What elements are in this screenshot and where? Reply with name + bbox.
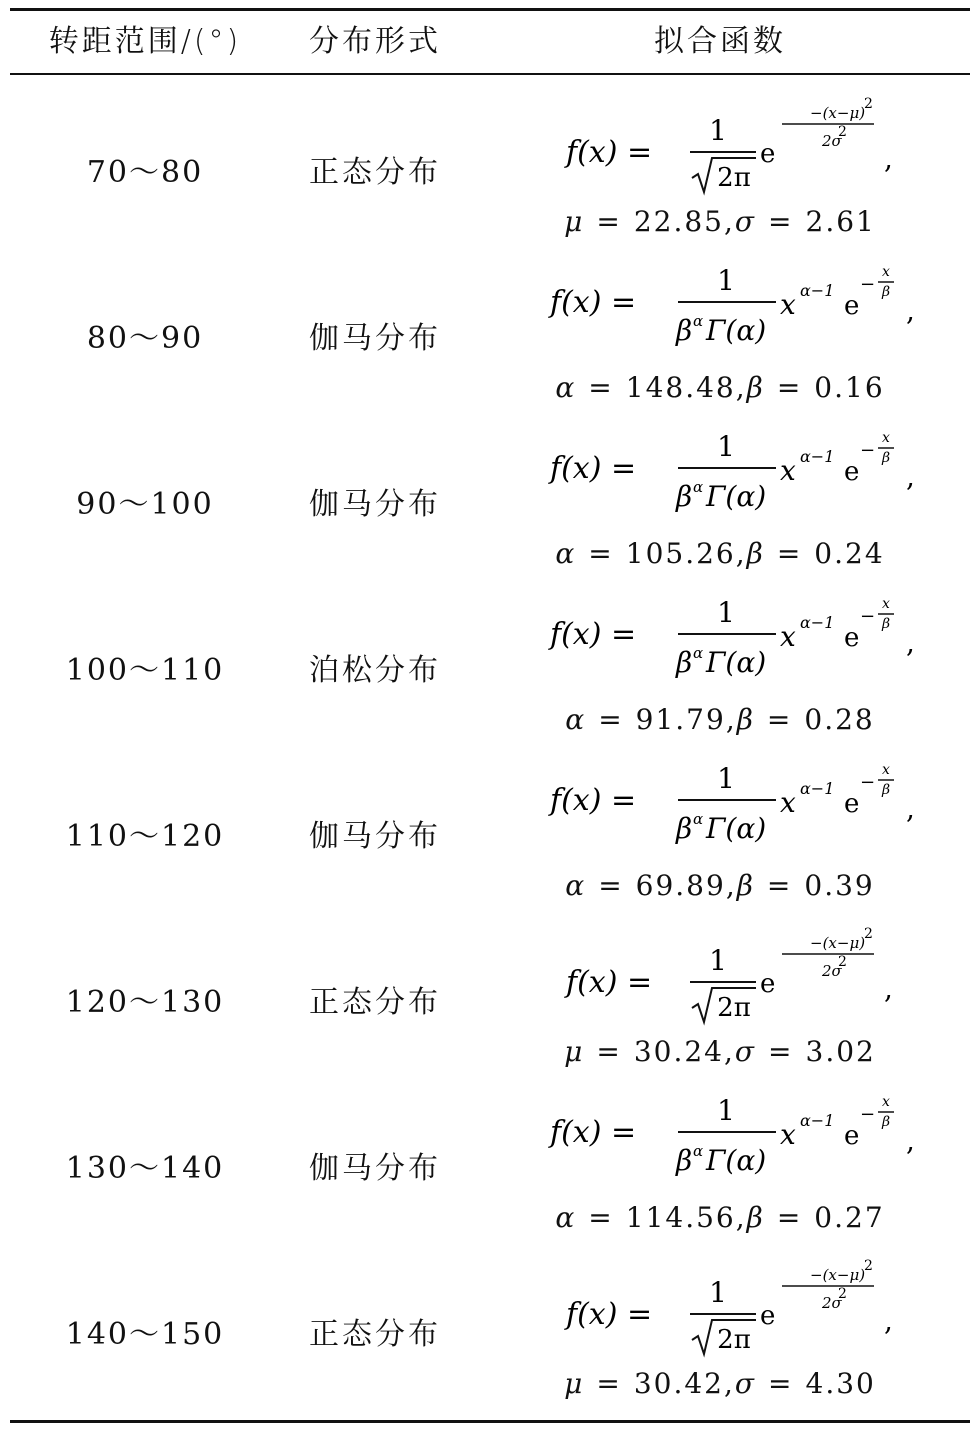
exponent-denominator: 2σ — [822, 1294, 842, 1312]
fit-formula — [470, 92, 970, 202]
range-cell: 90～100 — [76, 487, 214, 522]
exponent-numerator-power: 2 — [864, 1258, 873, 1274]
param2-symbol: β — [746, 1201, 765, 1234]
function-cell — [470, 916, 970, 1082]
param2-symbol: σ — [734, 205, 757, 238]
trailing-comma: , — [906, 460, 915, 493]
trailing-comma: , — [884, 1304, 893, 1337]
gamma-pdf-formula — [470, 590, 970, 700]
fit-parameters: α = 69.89,β = 0.39 — [565, 869, 875, 902]
formula-lhs: f(x) = — [566, 135, 653, 170]
exponent-denominator-power: 2 — [838, 954, 847, 970]
distribution-cell: 伽马分布 — [309, 819, 441, 854]
radicand: 2π — [717, 1325, 751, 1355]
param2-value: 3.02 — [805, 1035, 876, 1068]
function-cell — [470, 1248, 970, 1414]
fraction-numerator: 1 — [717, 430, 735, 463]
header-range: 转距范围/(°) — [48, 24, 242, 59]
exp-base: e — [760, 139, 776, 169]
param1-value: 148.48 — [625, 371, 736, 404]
gamma-pdf-formula — [470, 1088, 970, 1198]
denominator-beta: β — [676, 480, 693, 513]
exponent-numerator: x — [882, 430, 890, 446]
param1-value: 105.26 — [625, 537, 736, 570]
radicand: 2π — [717, 163, 751, 193]
exponent-denominator: β — [881, 782, 891, 798]
table-row — [10, 584, 970, 750]
formula-lhs: f(x) = — [550, 451, 637, 486]
param1-symbol: α — [565, 703, 587, 736]
normal-pdf-formula — [470, 922, 970, 1032]
param1-value: 91.79 — [635, 703, 726, 736]
param1-symbol: α — [565, 869, 587, 902]
fit-parameters: α = 114.56,β = 0.27 — [555, 1201, 885, 1234]
range-cell: 80～90 — [86, 321, 204, 356]
exponent-numerator-power: 2 — [864, 96, 873, 112]
denominator-alpha-superscript: α — [693, 312, 704, 330]
fit-formula — [470, 756, 970, 866]
fit-parameters: μ = 30.24,σ = 3.02 — [564, 1035, 876, 1068]
fraction-numerator: 1 — [717, 596, 735, 629]
denominator-gamma: Γ(α) — [706, 812, 767, 845]
param2-value: 0.27 — [814, 1201, 885, 1234]
x-exponent: α−1 — [800, 1111, 835, 1130]
param2-symbol: β — [736, 703, 755, 736]
distribution-cell: 伽马分布 — [309, 487, 441, 522]
exponent-denominator: β — [881, 616, 891, 632]
table-row — [10, 750, 970, 916]
exponent-denominator: β — [881, 284, 891, 300]
function-cell — [470, 418, 970, 584]
param1-symbol: α — [555, 1201, 577, 1234]
exp-base: e — [760, 969, 776, 999]
fraction-numerator: 1 — [709, 944, 727, 977]
param2-symbol: β — [736, 869, 755, 902]
exponent-denominator-power: 2 — [838, 124, 847, 140]
exponent-numerator-power: 2 — [864, 926, 873, 942]
formula-lhs: f(x) = — [550, 1115, 637, 1150]
function-cell — [470, 584, 970, 750]
fit-parameters: α = 91.79,β = 0.28 — [565, 703, 875, 736]
x-exponent: α−1 — [800, 281, 835, 300]
range-cell: 70～80 — [86, 155, 204, 190]
table-row — [10, 916, 970, 1082]
exponent-minus: − — [860, 606, 876, 627]
fit-formula — [470, 424, 970, 534]
trailing-comma: , — [906, 1124, 915, 1157]
fit-formula — [470, 1088, 970, 1198]
param2-value: 0.39 — [804, 869, 875, 902]
exponent-denominator: 2σ — [822, 132, 842, 150]
fit-formula — [470, 1254, 970, 1364]
exp-base: e — [760, 1301, 776, 1331]
param2-symbol: β — [746, 371, 765, 404]
fraction-numerator: 1 — [717, 1094, 735, 1127]
exponent-numerator: −(x−μ) — [810, 934, 866, 952]
function-cell — [470, 86, 970, 252]
param2-symbol: σ — [734, 1367, 757, 1400]
power-base-x: x — [780, 786, 796, 819]
param2-value: 2.61 — [805, 205, 876, 238]
distribution-cell: 伽马分布 — [309, 321, 441, 356]
denominator-gamma: Γ(α) — [706, 646, 767, 679]
exponent-numerator: −(x−μ) — [810, 1266, 866, 1284]
param2-symbol: β — [746, 537, 765, 570]
table-row — [10, 86, 970, 252]
radicand: 2π — [717, 993, 751, 1023]
exponent-numerator: x — [882, 762, 890, 778]
power-base-x: x — [780, 620, 796, 653]
denominator-gamma: Γ(α) — [706, 314, 767, 347]
range-cell: 120～130 — [65, 985, 225, 1020]
exp-base: e — [844, 1121, 860, 1151]
param2-value: 0.24 — [814, 537, 885, 570]
denominator-beta: β — [676, 1144, 693, 1177]
param2-value: 0.16 — [814, 371, 885, 404]
exp-base: e — [844, 457, 860, 487]
exponent-minus: − — [860, 440, 876, 461]
function-cell — [470, 252, 970, 418]
function-cell — [470, 750, 970, 916]
param1-symbol: μ — [564, 1035, 585, 1068]
fit-parameters: α = 148.48,β = 0.16 — [555, 371, 885, 404]
formula-lhs: f(x) = — [550, 617, 637, 652]
exponent-denominator: 2σ — [822, 962, 842, 980]
exponent-denominator: β — [881, 1114, 891, 1130]
exponent-minus: − — [860, 772, 876, 793]
distribution-cell: 伽马分布 — [309, 1151, 441, 1186]
table-row — [10, 1248, 970, 1414]
param1-symbol: α — [555, 537, 577, 570]
param2-symbol: σ — [734, 1035, 757, 1068]
exponent-numerator: x — [882, 264, 890, 280]
trailing-comma: , — [906, 626, 915, 659]
fit-parameters: α = 105.26,β = 0.24 — [555, 537, 885, 570]
fraction-numerator: 1 — [709, 114, 727, 147]
denominator-alpha-superscript: α — [693, 1142, 704, 1160]
param1-value: 114.56 — [625, 1201, 736, 1234]
power-base-x: x — [780, 454, 796, 487]
fit-formula — [470, 258, 970, 368]
bottom-rule — [10, 1420, 970, 1423]
trailing-comma: , — [906, 792, 915, 825]
denominator-alpha-superscript: α — [693, 810, 704, 828]
range-cell: 100～110 — [65, 653, 225, 688]
trailing-comma: , — [884, 972, 893, 1005]
gamma-pdf-formula — [470, 424, 970, 534]
x-exponent: α−1 — [800, 779, 835, 798]
x-exponent: α−1 — [800, 613, 835, 632]
power-base-x: x — [780, 288, 796, 321]
param1-symbol: μ — [564, 205, 585, 238]
top-rule — [10, 8, 970, 11]
param1-value: 22.85 — [633, 205, 724, 238]
fraction-numerator: 1 — [709, 1276, 727, 1309]
table-row — [10, 1082, 970, 1248]
range-cell: 130～140 — [65, 1151, 225, 1186]
function-cell — [470, 1082, 970, 1248]
distribution-cell: 正态分布 — [309, 155, 441, 190]
denominator-beta: β — [676, 812, 693, 845]
denominator-gamma: Γ(α) — [706, 480, 767, 513]
normal-pdf-formula — [470, 92, 970, 202]
param2-value: 4.30 — [805, 1367, 876, 1400]
denominator-beta: β — [676, 314, 693, 347]
param1-symbol: α — [555, 371, 577, 404]
distribution-cell: 正态分布 — [309, 985, 441, 1020]
fit-parameters: μ = 22.85,σ = 2.61 — [564, 205, 876, 238]
x-exponent: α−1 — [800, 447, 835, 466]
normal-pdf-formula — [470, 1254, 970, 1364]
exp-base: e — [844, 789, 860, 819]
param1-value: 30.42 — [633, 1367, 724, 1400]
header-function: 拟合函数 — [654, 24, 786, 59]
table-row — [10, 418, 970, 584]
fit-parameters: μ = 30.42,σ = 4.30 — [564, 1367, 876, 1400]
distribution-cell: 泊松分布 — [309, 653, 441, 688]
param1-value: 69.89 — [635, 869, 726, 902]
fraction-numerator: 1 — [717, 762, 735, 795]
param1-symbol: μ — [564, 1367, 585, 1400]
exponent-numerator: x — [882, 1094, 890, 1110]
header-distribution: 分布形式 — [309, 24, 441, 59]
distribution-cell: 正态分布 — [309, 1317, 441, 1352]
param2-value: 0.28 — [804, 703, 875, 736]
exp-base: e — [844, 623, 860, 653]
exponent-numerator: −(x−μ) — [810, 104, 866, 122]
formula-lhs: f(x) = — [550, 783, 637, 818]
gamma-pdf-formula — [470, 258, 970, 368]
exponent-denominator: β — [881, 450, 891, 466]
range-cell: 140～150 — [65, 1317, 225, 1352]
header-rule — [10, 73, 970, 75]
denominator-gamma: Γ(α) — [706, 1144, 767, 1177]
trailing-comma: , — [906, 294, 915, 327]
formula-lhs: f(x) = — [550, 285, 637, 320]
power-base-x: x — [780, 1118, 796, 1151]
exponent-minus: − — [860, 1104, 876, 1125]
denominator-beta: β — [676, 646, 693, 679]
exponent-minus: − — [860, 274, 876, 295]
range-cell: 110～120 — [65, 819, 225, 854]
fit-formula — [470, 922, 970, 1032]
exponent-denominator-power: 2 — [838, 1286, 847, 1302]
formula-lhs: f(x) = — [566, 965, 653, 1000]
gamma-pdf-formula — [470, 756, 970, 866]
fraction-numerator: 1 — [717, 264, 735, 297]
denominator-alpha-superscript: α — [693, 644, 704, 662]
trailing-comma: , — [884, 142, 893, 175]
formula-lhs: f(x) = — [566, 1297, 653, 1332]
table-row — [10, 252, 970, 418]
exponent-numerator: x — [882, 596, 890, 612]
param1-value: 30.24 — [633, 1035, 724, 1068]
exp-base: e — [844, 291, 860, 321]
denominator-alpha-superscript: α — [693, 478, 704, 496]
fit-formula — [470, 590, 970, 700]
